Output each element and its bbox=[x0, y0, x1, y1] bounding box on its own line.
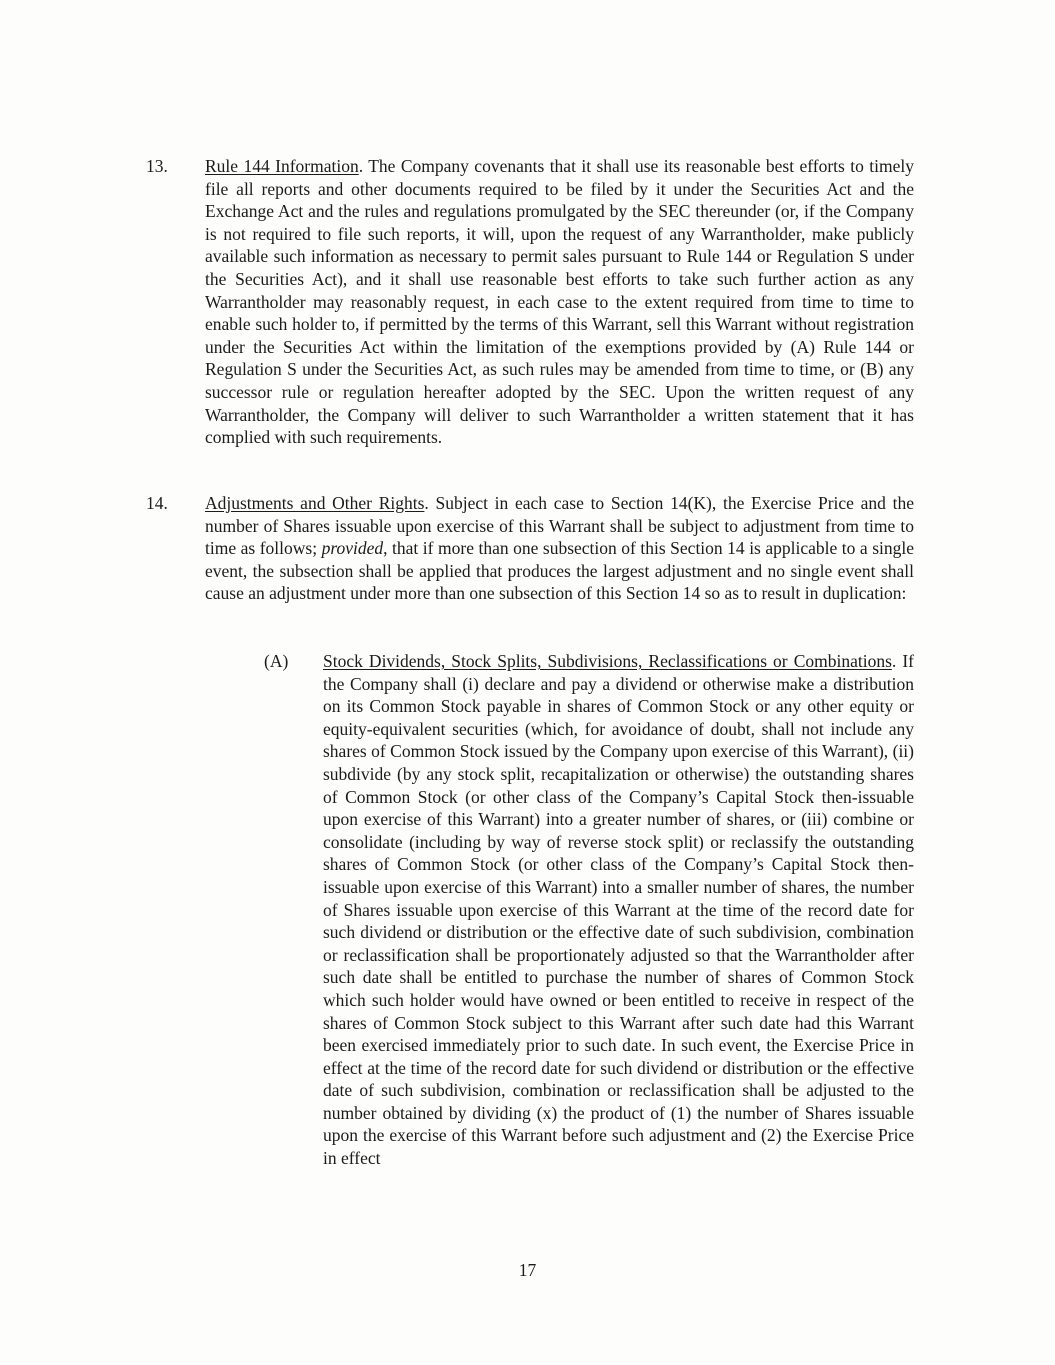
subsection-a bbox=[264, 650, 914, 1170]
section-heading: Rule 144 Information bbox=[205, 156, 359, 176]
section-14 bbox=[146, 492, 914, 605]
section-text-continued: , that if more than one subsection of this Section 14 is applicable to a single event, the subsection shall be applied that produces the largest adjustment and no single event shall cause an adjustment under more than one subsection of this Section 14 so as to result in duplication: bbox=[205, 538, 915, 604]
section-text: . Subject in each case to Section 14(K), the Exercise Price and the number of Shares issuable upon exercise of this Warrant shall be subject to adjustment from time to time as follows; bbox=[205, 493, 914, 559]
subsection-heading: Stock Dividends, Stock Splits, Subdivisions, Reclassifications or Combinations bbox=[323, 651, 892, 671]
section-heading: Adjustments and Other Rights bbox=[205, 493, 425, 513]
section-13 bbox=[146, 155, 914, 449]
section-paragraph bbox=[205, 492, 914, 605]
section-number: 13. bbox=[146, 156, 168, 176]
subsection-number: (A) bbox=[264, 651, 289, 671]
section-paragraph bbox=[205, 155, 914, 449]
page-number: 17 bbox=[518, 1260, 537, 1280]
subsection-text: . If the Company shall (i) declare and pay a dividend or otherwise make a distribution on its Common Stock payable in shares of Common Stock or any other equity or equity-equivalent securities (which, for avoidance of doubt, shall not include any shares of Common Stock issued by the Company upon exercise of this Warrant), (ii) subdivide (by any stock split, recapitalization or otherwise) the outstanding shares of Common Stock (or other class of the Company’s Capital Stock then-issuable upon exercise of this Warrant) into a greater number of shares, or (iii) combine or consolidate (including by way of reverse stock split) or reclassify the outstanding shares of Common Stock (or other class of the Company’s Capital Stock then-issuable upon exercise of this Warrant) into a smaller number of shares, the number of Shares issuable upon exercise of this Warrant at the time of the record date for such dividend or distribution or the effective date of such subdivision, combination or reclassification shall be proportionately adjusted so that the Warrantholder after such date shall be entitled to purchase the number of shares of Common Stock which such holder would have owned or been entitled to receive in respect of the shares of Common Stock subject to this Warrant after such date had this Warrant been exercised immediately prior to such date. In such event, the Exercise Price in effect at the time of the record date for such dividend or distribution or the effective date of such subdivision, combination or reclassification shall be adjusted to the number obtained by dividing (x) the product of (1) the number of Shares issuable upon the exercise of this Warrant before such adjustment and (2) the Exercise Price in effect bbox=[323, 651, 914, 1169]
subsection-paragraph bbox=[323, 650, 914, 1170]
section-number: 14. bbox=[146, 493, 168, 513]
section-text: . The Company covenants that it shall use its reasonable best efforts to timely file all reports and other documents required to be filed by it under the Securities Act and the Exchange Act and the rules and regulations promulgated by the SEC thereunder (or, if the Company is not required to file such reports, it will, upon the request of any Warrantholder, make publicly available such information as necessary to permit sales pursuant to Rule 144 or Regulation S under the Securities Act), and it shall use reasonable best efforts to take such further action as any Warrantholder may reasonably request, in each case to the extent required from time to time to enable such holder to, if permitted by the terms of this Warrant, sell this Warrant without registration under the Securities Act within the limitation of the exemptions provided by (A) Rule 144 or Regulation S under the Securities Act, as such rules may be amended from time to time, or (B) any successor rule or regulation hereafter adopted by the SEC. Upon the written request of any Warrantholder, the Company will deliver to such Warrantholder a written statement that it has complied with such requirements. bbox=[205, 156, 915, 448]
section-italic-text: provided bbox=[321, 538, 384, 559]
